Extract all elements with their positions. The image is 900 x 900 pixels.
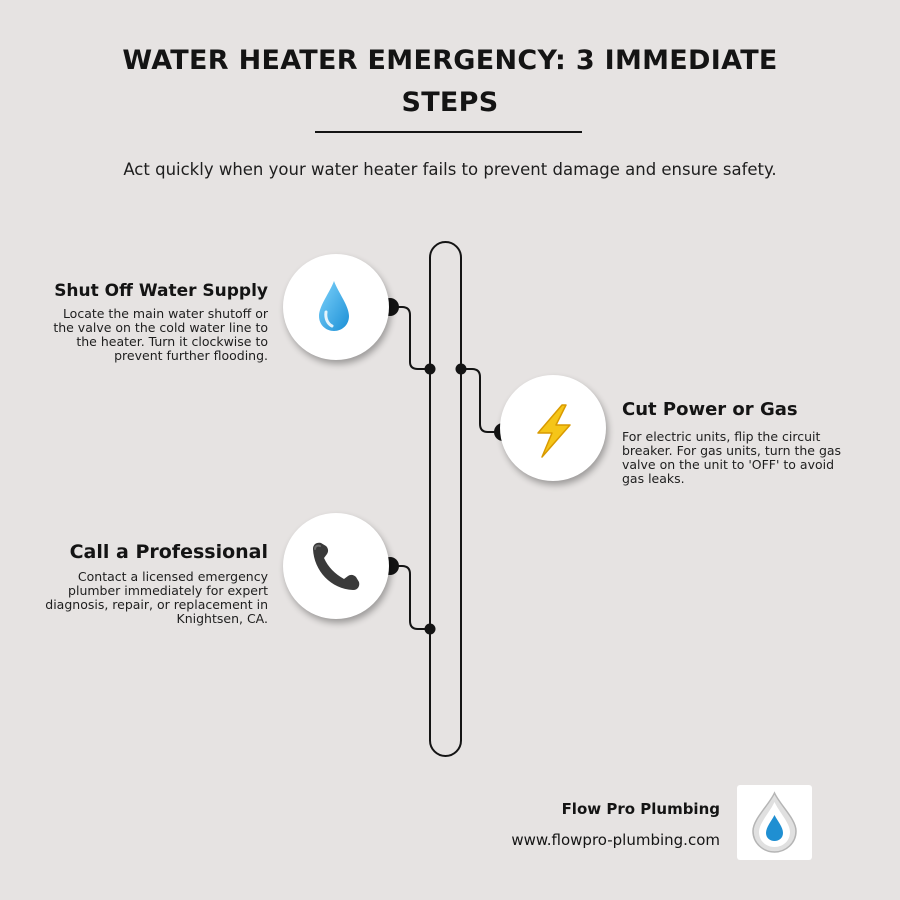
connector-step-3 [390,566,430,629]
vertical-pipe [430,242,461,756]
connector-dot [456,364,467,375]
website-link[interactable]: www.flowpro-plumbing.com [511,831,720,849]
brand-name: Flow Pro Plumbing [561,800,720,818]
brand-logo [737,785,812,860]
step-3-icon-circle [283,513,389,619]
connector-step-1 [390,307,430,369]
step-1-description: Locate the main water shutoff or the valve on the cold water line to the heater. Turn it clockwise to prevent further flooding. [53,306,268,363]
flow-pro-logo-icon [737,785,812,860]
telephone-icon [283,513,389,619]
connector-step-2 [461,369,503,432]
step-2-icon-circle [500,375,606,481]
lightning-bolt-icon [500,375,606,481]
step-3-description: Contact a licensed emergency plumber immediately for expert diagnosis, repair, or replacement in Knightsen, CA. [45,569,268,626]
step-1-title: Shut Off Water Supply [54,281,268,301]
step-2-description: For electric units, flip the circuit breaker. For gas units, turn the gas valve on the unit to 'OFF' to avoid gas leaks. [622,429,842,486]
connector-dot [425,624,436,635]
page-title: WATER HEATER EMERGENCY: 3 IMMEDIATE STEPS [122,45,778,118]
step-2-title: Cut Power or Gas [622,399,798,420]
page-subtitle: Act quickly when your water heater fails to prevent damage and ensure safety. [123,160,777,179]
connector-dot [425,364,436,375]
water-drop-icon [283,254,389,360]
step-1-icon-circle [283,254,389,360]
step-3-title: Call a Professional [69,541,268,563]
